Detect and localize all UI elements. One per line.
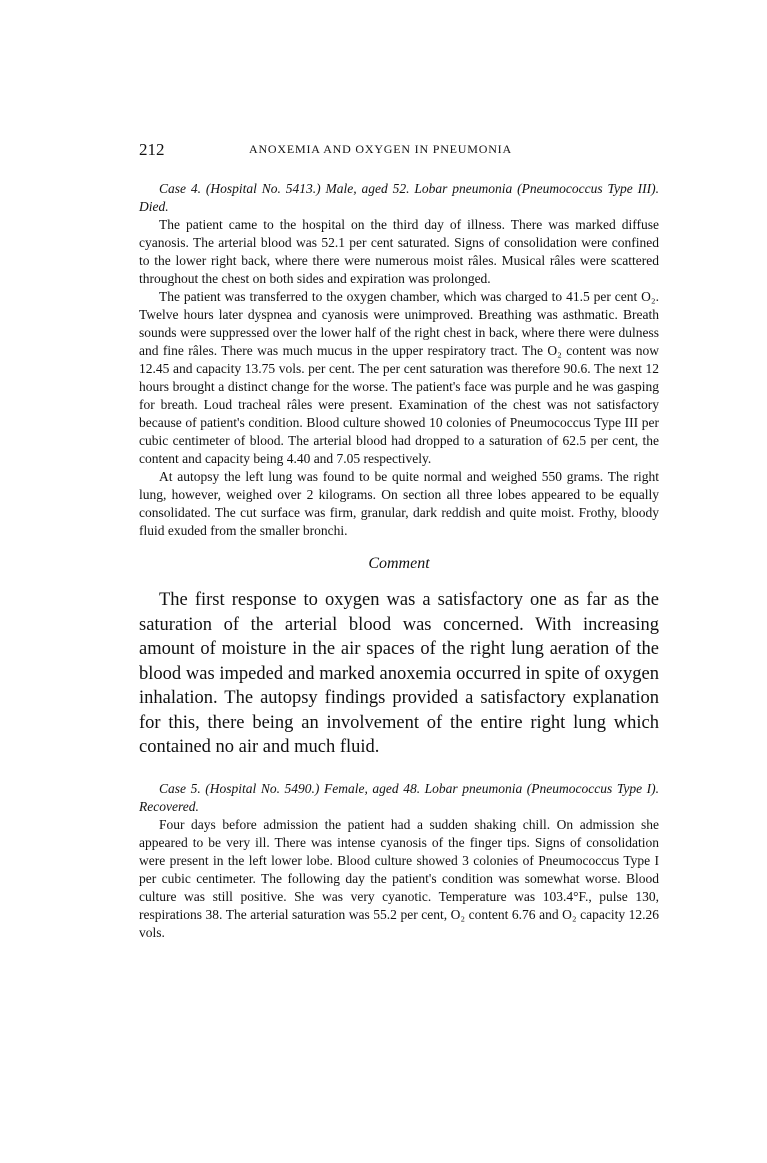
case-4-paragraph-2: The patient was transferred to the oxygen chamber, which was charged to 41.5 per cent O₂. Twelve hours later dyspnea and cyanosis were unimproved. Breathing was asthmatic. Breath sounds were suppressed over the lower half of the right chest in back, where there were dulness and fine râles. There was much mucus in the upper respiratory tract. The O₂ content was now 12.45 and capacity 13.75 vols. per cent. The per cent saturation was therefore 90.6. The next 12 hours brought a distinct change for the worse. The patient's face was purple and he was gasping for breath. Loud tracheal râles were present. Examination of the chest was not satisfactory because of patient's condition. Blood culture showed 10 colonies of Pneumococcus Type III per cubic centimeter of blood. The arterial blood had dropped to a saturation of 62.5 per cent, the content and capacity being 4.40 and 7.05 respectively. — [139, 289, 659, 466]
page-number: 212 — [139, 140, 165, 159]
comment-paragraph: The first response to oxygen was a satisfactory one as far as the saturation of the arterial blood was concerned. With increasing amount of moisture in the air spaces of the right lung aeration of the blood was impeded and marked anoxemia occurred in spite of oxygen inhalation. The autopsy findings provided a satisfactory explanation for this, there being an involvement of the entire right lung which contained no air and much fluid. — [139, 590, 659, 757]
case-4-paragraph-3: At autopsy the left lung was found to be quite normal and weighed 550 grams. The right lung, however, weighed over 2 kilograms. On section all three lobes appeared to be equally consolidated. The cut surface was firm, granular, dark reddish and quite moist. Frothy, bloody fluid exuded from the smaller bronchi. — [139, 469, 659, 538]
case-4-section — [139, 180, 659, 540]
case-5-paragraph-1: Four days before admission the patient had a sudden shaking chill. On admission she appeared to be very ill. There was intense cyanosis of the finger tips. Signs of consolidation were present in the left lower lobe. Blood culture showed 3 colonies of Pneumococcus Type I per cubic centimeter. The following day the patient's condition was somewhat worse. Blood culture was still positive. She was very cyanotic. Temperature was 103.4°F., pulse 130, respirations 38. The arterial saturation was 55.2 per cent, O₂ content 6.76 and O₂ capacity 12.26 vols. — [139, 816, 659, 940]
case-4-heading: Case 4. (Hospital No. 5413.) Male, aged 52. Lobar pneumonia (Pneumococcus Type III). Died. — [139, 181, 659, 214]
case-5-heading: Case 5. (Hospital No. 5490.) Female, aged 48. Lobar pneumonia (Pneumococcus Type I). Recovered. — [139, 780, 659, 814]
running-head: ANOXEMIA AND OXYGEN IN PNEUMONIA — [249, 142, 512, 156]
comment-heading: Comment — [368, 555, 430, 572]
page-header — [139, 140, 659, 162]
case-5-section — [139, 780, 659, 942]
page — [139, 140, 659, 942]
case-4-paragraph-1: The patient came to the hospital on the third day of illness. There was marked diffuse cyanosis. The arterial blood was 52.1 per cent saturated. Signs of consolidation were confined to the lower right back, where there were numerous moist râles. Musical râles were scattered throughout the chest on both sides and expiration was prolonged. — [139, 217, 659, 286]
